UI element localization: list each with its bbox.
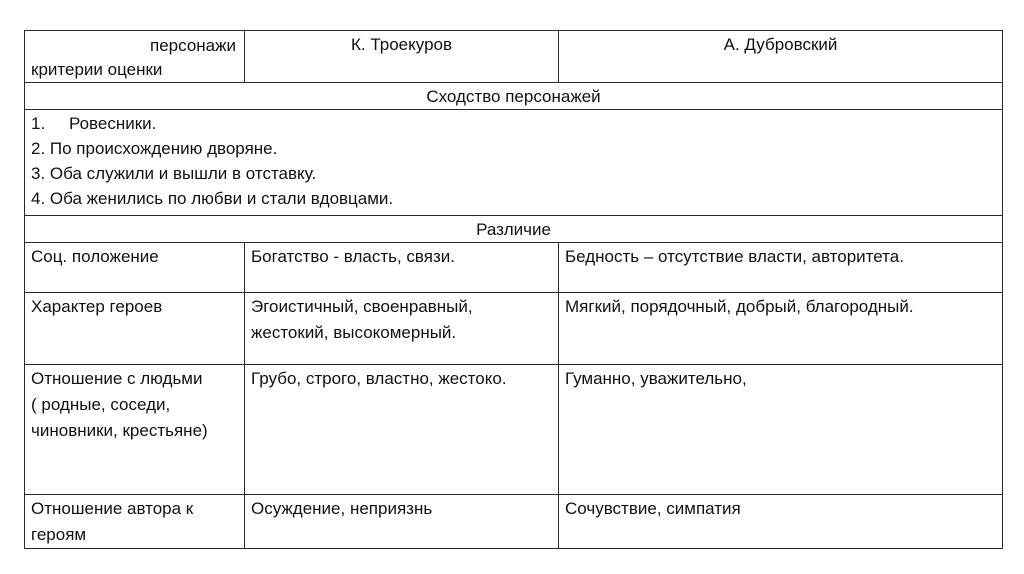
troekurov-cell: Осуждение, неприязнь [245,495,559,549]
criterion-cell: Отношение с людьми ( родные, соседи, чиновники, крестьяне) [25,365,245,495]
similarity-list-row [25,110,1003,216]
similarity-item-1-text: Ровесники. [69,114,157,133]
similarity-item-1 [31,111,996,136]
comparison-table [24,30,1003,549]
similarity-title-row [25,83,1003,110]
dubrovsky-cell: Мягкий, порядочный, добрый, благородный. [559,293,1003,365]
similarity-item-1-number: 1. [31,114,46,133]
difference-title: Различие [25,216,1003,243]
similarity-list [25,110,1003,216]
dubrovsky-cell: Сочувствие, симпатия [559,495,1003,549]
criterion-cell: Отношение автора к героям [25,495,245,549]
header-row [25,31,1003,83]
similarity-item-2: 2. По происхождению дворяне. [31,139,278,158]
table-row [25,243,1003,293]
corner-header-cell [25,31,245,83]
similarity-item-3: 3. Оба служили и вышли в отставку. [31,164,317,183]
corner-characters-label: персонажи [150,36,236,55]
dubrovsky-header: А. Дубровский [559,31,1003,83]
table-row [25,495,1003,549]
dubrovsky-cell: Бедность – отсутствие власти, авторитета. [559,243,1003,293]
troekurov-cell: Богатство - власть, связи. [245,243,559,293]
criterion-cell: Соц. положение [25,243,245,293]
criterion-cell: Характер героев [25,293,245,365]
corner-criteria-label: критерии оценки [31,60,163,79]
difference-title-row [25,216,1003,243]
troekurov-cell: Грубо, строго, властно, жестоко. [245,365,559,495]
table-row [25,365,1003,495]
troekurov-cell: Эгоистичный, своенравный, жестокий, высокомерный. [245,293,559,365]
troekurov-header: К. Троекуров [245,31,559,83]
similarity-title: Сходство персонажей [25,83,1003,110]
table-row [25,293,1003,365]
dubrovsky-cell: Гуманно, уважительно, [559,365,1003,495]
similarity-item-4: 4. Оба женились по любви и стали вдовцами. [31,189,394,208]
